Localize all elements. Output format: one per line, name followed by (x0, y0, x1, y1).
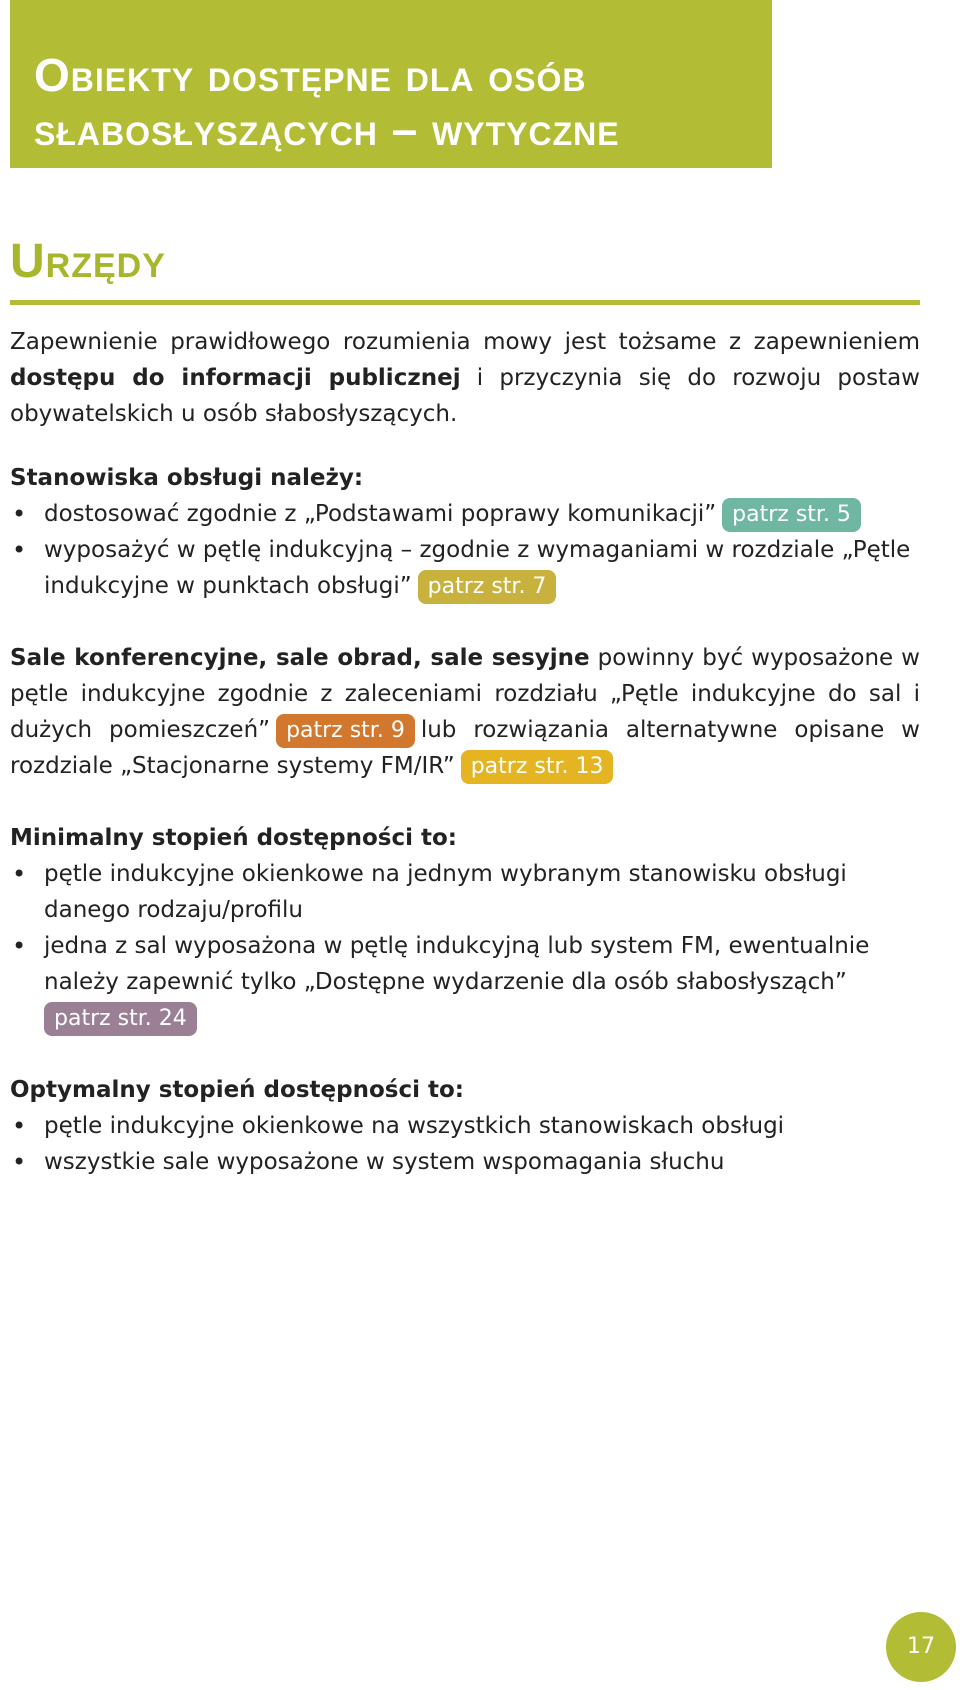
list-item-text: pętle indukcyjne okienkowe na jednym wybranym stanowisku obsługi danego rodzaju/profilu (44, 861, 847, 923)
intro-paragraph (10, 324, 920, 432)
list-item (10, 928, 920, 1036)
optimal-list (10, 1108, 920, 1180)
list-item-text: jedna z sal wyposażona w pętlę indukcyjną lub system FM, ewentualnie należy zapewnić tylko „Dostępne wydarzenie dla osób słabosłysząch” (44, 933, 870, 995)
list-item (10, 496, 920, 532)
minimal-list (10, 856, 920, 1036)
section-title: Urzędy (10, 235, 166, 288)
minimal-heading: Minimalny stopień dostępności to: (10, 825, 457, 851)
list-item (10, 1144, 920, 1180)
page-reference-link[interactable]: patrz str. 24 (44, 1002, 197, 1036)
page-reference-link[interactable]: patrz str. 9 (276, 714, 415, 748)
list-item-text: wyposażyć w pętlę indukcyjną – zgodnie z wymaganiami w rozdziale „Pętle indukcyjne w punktach obsługi” (44, 537, 911, 599)
conference-paragraph (10, 640, 920, 784)
list-item (10, 856, 920, 928)
optimal-heading: Optymalny stopień dostępności to: (10, 1077, 464, 1103)
section-divider (10, 300, 920, 305)
intro-text-end: i przyczynia się do rozwoju postaw obywatelskich u osób słabosłyszących. (10, 365, 920, 427)
intro-bold-phrase: dostępu do informacji publicznej (10, 365, 461, 391)
page-reference-link[interactable]: patrz str. 13 (461, 750, 614, 784)
list-item-text: pętle indukcyjne okienkowe na wszystkich stanowiskach obsługi (44, 1113, 785, 1139)
main-content (10, 324, 920, 1180)
service-points-heading: Stanowiska obsługi należy: (10, 465, 364, 491)
list-item-text: dostosować zgodnie z „Podstawami poprawy komunikacji” (44, 501, 717, 527)
list-item (10, 532, 920, 604)
conference-text-2: lub rozwiązania alternatywne opisane w rozdziale „Stacjonarne systemy FM/IR” (10, 717, 920, 779)
list-item (10, 1108, 920, 1144)
page-reference-link[interactable]: patrz str. 5 (722, 498, 861, 532)
list-item-text: wszystkie sale wyposażone w system wspomagania słuchu (44, 1149, 725, 1175)
page-number-badge: 17 (886, 1612, 956, 1682)
intro-text-start: Zapewnienie prawidłowego rozumienia mowy jest tożsame z zapewnieniem (10, 329, 920, 355)
service-points-list (10, 496, 920, 604)
conference-text-1: powinny być wyposażone w pętle indukcyjne zgodnie z zaleceniami rozdziału „Pętle indukcyjne do sal i dużych pomieszczeń” (10, 645, 920, 743)
conference-bold-phrase: Sale konferencyjne, sale obrad, sale sesyjne (10, 645, 590, 671)
page-header-title: Obiekty dostępne dla osób słabosłyszących – wytyczne (34, 49, 620, 155)
page-reference-link[interactable]: patrz str. 7 (418, 570, 557, 604)
